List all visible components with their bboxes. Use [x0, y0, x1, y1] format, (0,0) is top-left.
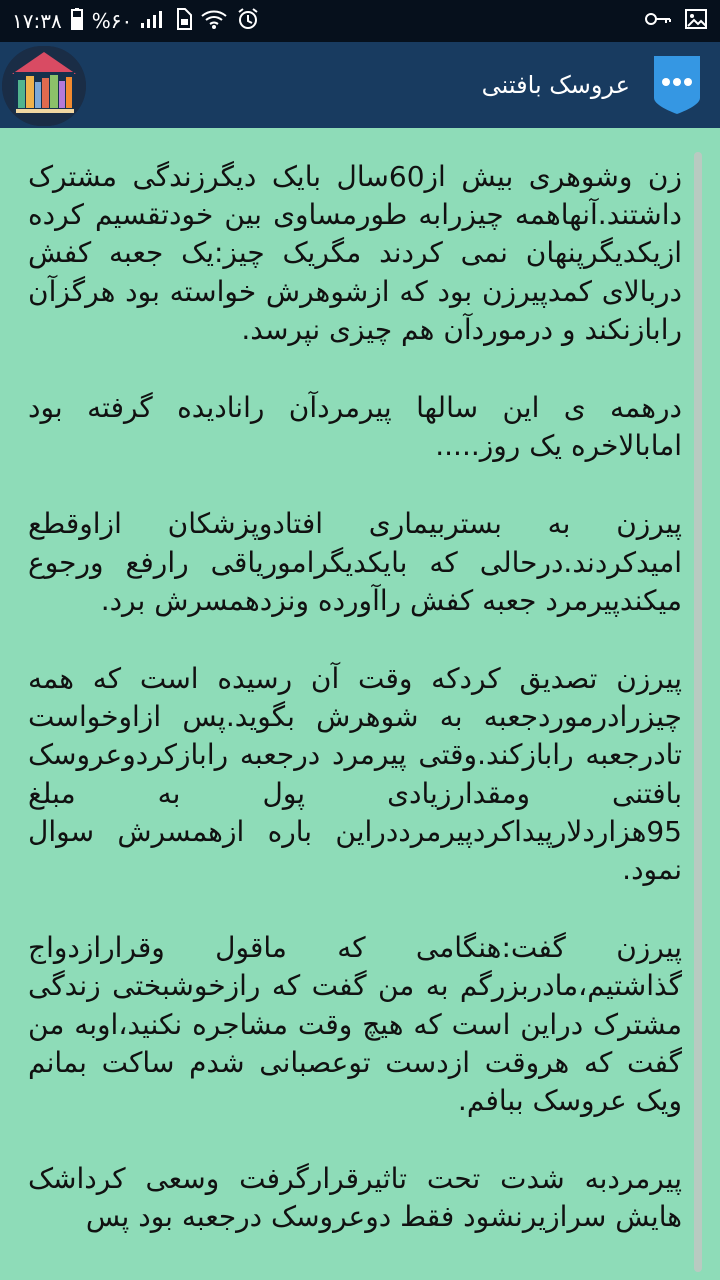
time-text: ١٧:٣٨ [12, 9, 62, 33]
paragraph-5: پیرزن گفت:هنگامی که ماقول وقرارازدواج گذاشتیم،مادربزرگم به من گفت که رازخوشبختی زندگی مشترک دراین است که هیچ وقت مشاجره نکنید،اوبه من گفت که هروقت ازدست توعصبانی شدم ساکت بمانم ویک عروسک ببافم. [28, 931, 682, 1118]
status-left [12, 0, 260, 42]
paragraph-1: زن وشوهری بیش از60سال بایک دیگرزندگی مشترک داشتند.آنهاهمه چیزرابه طورمساوی بین خودتقسیم کرده ازیکدیگرپنهان نمی کردند مگریک چیز:یک جعبه کفش دربالای کمدپیرزن بود که ازشوهرش خواسته بود هرگزآن رابازنکند و درموردآن هم چیزی نپرسد. [28, 160, 682, 346]
image-icon [684, 7, 708, 36]
bookshelf-house-icon[interactable] [2, 46, 86, 126]
story-text [28, 158, 682, 1277]
page-title: عروسک بافتنی [481, 71, 630, 99]
key-icon [644, 9, 672, 33]
story-content [0, 128, 720, 1280]
battery-text: %۶۰ [91, 9, 133, 33]
more-button[interactable] [644, 52, 710, 118]
status-bar [0, 0, 720, 42]
wifi-icon [200, 8, 228, 35]
vertical-scrollbar[interactable] [694, 152, 702, 1272]
battery-icon [70, 7, 84, 36]
signal-icon [140, 9, 166, 34]
paragraph-4: پیرزن تصدیق کردکه وقت آن رسیده است که همه چیزرادرموردجعبه به شوهرش بگوید.پس ازاوخواست تادرجعبه رابازکند.وقتی پیرمرد درجعبه رابازکردوعروسک بافتنی ومقدارزیادی پول به مبلغ 95هزاردلارپیداکردپیرمرددراین باره ازهمسرش سوال نمود. [28, 662, 682, 887]
paragraph-6: پیرمردبه شدت تحت تاثیرقرارگرفت وسعی کرداشک هایش سرازیرنشود فقط دوعروسک درجعبه بود پس [28, 1162, 682, 1234]
status-right [644, 0, 708, 42]
more-icon [644, 52, 710, 118]
alarm-icon [236, 7, 260, 36]
paragraph-2: درهمه ی این سالها پیرمردآن رانادیده گرفته بود امابالاخره یک روز..... [28, 391, 682, 463]
sim-icon [174, 8, 192, 35]
paragraph-3: پیرزن به بستربیماری افتادوپزشکان ازاوقطع امیدکردند.درحالی که بایکدیگراموریاقی رارفع ورجوع میکندپیرمرد جعبه کفش راآورده ونزدهمسرش برد. [28, 507, 682, 617]
scrollbar-thumb[interactable] [694, 152, 702, 1272]
